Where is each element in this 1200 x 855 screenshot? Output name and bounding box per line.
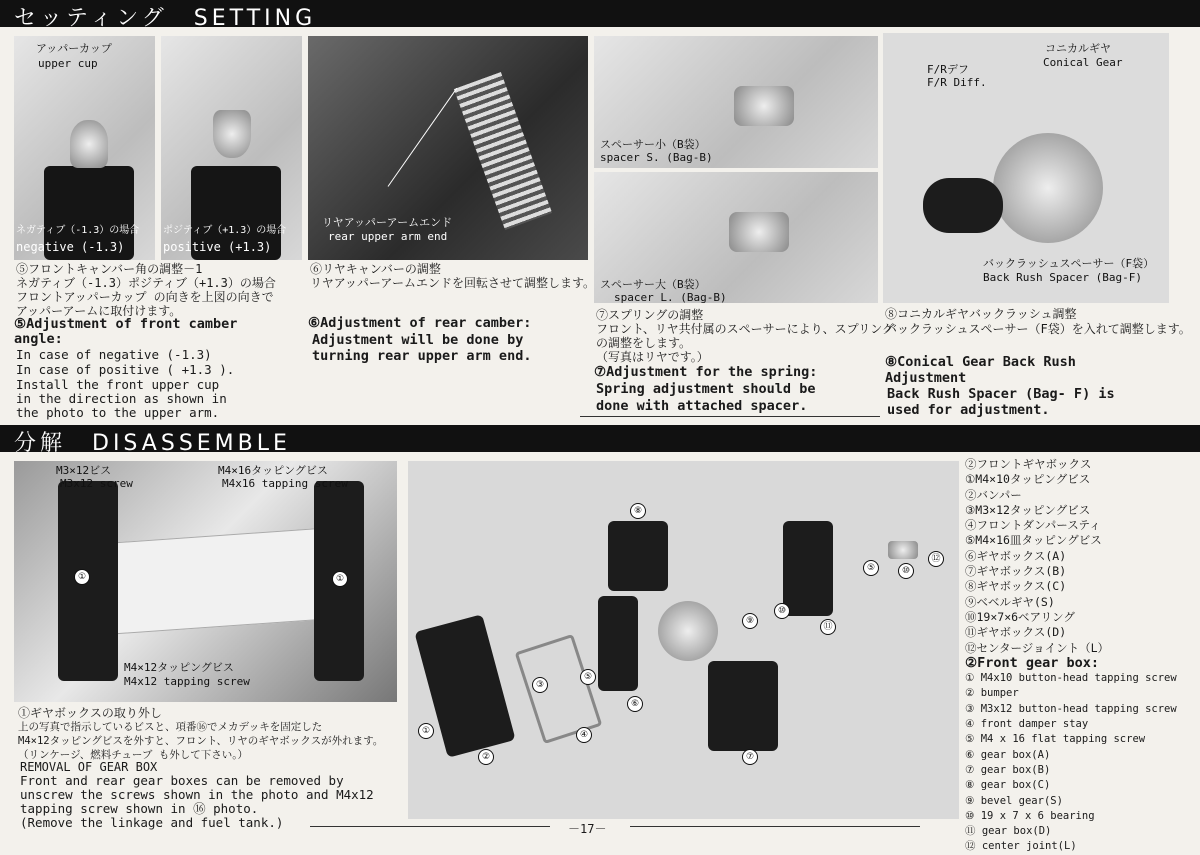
parts-en-4: ④ front damper stay [965,718,1089,731]
sec5-jp-3: フロントアッパーカップ の向きを上図の向きで [16,290,274,304]
rear-upper-arm-label-jp: リヤアッパーアームエンド [322,216,453,229]
spacer-large-label-en: spacer L. (Bag-B) [614,291,727,303]
removal-en-1: Front and rear gear boxes can be removed by [20,773,344,788]
diff-outdrive [923,178,1003,233]
footer-rule-right [630,826,920,827]
parts-jp-9: ⑧ギヤボックス(C) [965,579,1067,594]
parts-en-5: ⑤ M4 x 16 flat tapping screw [965,733,1146,746]
page-number: －17－ [568,822,607,836]
removal-en-3: tapping screw shown in ⑯ photo. [20,801,259,816]
photo-conical-gear [883,33,1169,303]
parts-jp-13: ⑫センタージョイント（L） [965,640,1110,655]
parts-en-3: ③ M3x12 button-head tapping screw [965,702,1177,715]
parts-jp-8: ⑦ギヤボックス(B) [965,564,1067,579]
fr-diff-label-jp: F/Rデフ [927,63,969,76]
part-joint [888,541,918,559]
callout-11: ⑪ [820,619,836,635]
photo-positive-camber [161,36,302,260]
sec6-en-2: Adjustment will be done by [312,332,524,348]
photo-spring-small [594,36,878,168]
damper-spring [454,72,552,230]
photo-negative-camber [14,36,155,260]
callout-5: ⑤ [580,669,596,685]
positive-label-en: positive (+1.3) [163,240,272,254]
callout-4: ④ [576,727,592,743]
m4x12-label-en: M4x12 tapping screw [124,675,250,688]
callout-9: ⑨ [742,613,758,629]
callout-10: ⑩ [774,603,790,619]
sec5-jp-2: ネガティブ（-1.3）ポジティブ（+1.3）の場合 [16,276,276,290]
spring-collar [729,212,789,252]
pointer-line [388,88,458,187]
sec7-jp-3: の調整をします。 [596,336,692,350]
parts-en-2: ② bumper [965,687,1019,700]
sec5-en-1: In case of negative (-1.3) [16,347,212,362]
photo-chassis [14,461,397,702]
setting-header-band [0,0,1200,31]
callout-1: ① [74,569,90,585]
sec6-jp-1: ⑥リヤキャンバーの調整 [310,262,441,276]
spacer-small-label-jp: スペーサー小（B袋） [600,138,706,151]
spacer-large-label-jp: スペーサー大（B袋） [600,278,706,291]
parts-jp-10: ⑨ベベルギヤ(S) [965,594,1055,609]
sec5-en-5: the photo to the upper arm. [16,405,220,420]
upper-cup-label-en: upper cup [38,57,98,70]
part-gearbox-d [783,521,833,616]
parts-en-1: ① M4x10 button-head tapping screw [965,672,1177,685]
callout-3: ③ [532,677,548,693]
conical-label-en: Conical Gear [1043,56,1123,69]
parts-list [965,457,1197,855]
parts-jp-6: ⑤M4×16皿タッピングビス [965,533,1102,548]
callout-7: ⑦ [742,749,758,765]
sec7-en-2: Spring adjustment should be [596,381,816,397]
removal-jp-2: 上の写真で指示しているビスと、項番⑯でメカデッキを固定した [18,721,323,733]
footer-rule-left [310,826,550,827]
positive-label-jp: ポジティブ（+1.3）の場合 [163,225,287,236]
parts-en-8: ⑧ gear box(C) [965,779,1051,792]
removal-jp-1: ①ギヤボックスの取り外し [18,706,162,720]
conical-label-jp: コニカルギヤ [1045,42,1111,55]
part-diff [658,601,718,661]
setting-header: セッティング SETTING [14,6,317,31]
sec8-jp-2: バックラッシュスペーサー（F袋）を入れて調整します。 [885,322,1191,336]
removal-jp-4: （リンケージ、燃料チューブ も外して下さい。） [18,749,248,761]
callout-12: ⑫ [928,551,944,567]
sec7-en-1: ⑦Adjustment for the spring: [594,364,818,380]
removal-jp-3: M4×12タッピングビスを外すと、フロント、リヤのギヤボックスが外れます。 [18,735,384,747]
sec7-en-3: done with attached spacer. [596,398,808,414]
parts-jp-4: ③M3×12タッピングビス [965,502,1091,517]
rear-upper-arm-label-en: rear upper arm end [328,230,448,243]
sec5-en-title-1: ⑤Adjustment of front camber [14,316,238,332]
sec8-jp-1: ⑧コニカルギヤバックラッシュ調整 [885,307,1077,321]
disassemble-header: 分解 DISASSEMBLE [14,431,291,456]
photo-spring-large [594,172,878,303]
sec6-jp-2: リヤアッパーアームエンドを回転させて調整します。 [310,276,596,290]
backrush-label-en: Back Rush Spacer (Bag-F) [983,271,1142,284]
m4x16-label-jp: M4×16タッピングビス [218,464,328,477]
upper-cup-label-jp: アッパーカップ [36,42,112,55]
callout-1-rear: ① [332,571,348,587]
parts-jp-3: ②バンパー [965,487,1022,502]
sec6-en-3: turning rear upper arm end. [312,348,532,364]
parts-en-7: ⑦ gear box(B) [965,763,1051,776]
m3-label-jp: M3×12ビス [56,464,112,477]
backrush-label-jp: バックラッシュスペーサー（F袋） [983,257,1155,270]
disassemble-header-band [0,425,1200,456]
sec6-en-1: ⑥Adjustment of rear camber: [308,315,532,331]
callout-8: ⑧ [630,503,646,519]
callout-1: ① [418,723,434,739]
parts-en-title: ②Front gear box: [965,654,1100,671]
sec7-jp-4: （写真はリヤです。） [596,350,709,364]
photo-rear-camber [308,36,588,260]
parts-jp-11: ⑩19×7×6ベアリング [965,609,1075,624]
parts-en-10: ⑩ 19 x 7 x 6 bearing [965,809,1095,822]
sec5-en-title-2: angle: [14,331,63,347]
parts-jp-2: ①M4×10タッピングビス [965,472,1091,487]
parts-jp-1: ②フロントギヤボックス [965,457,1092,471]
sec5-en-3: Install the front upper cup [16,377,220,392]
negative-label-jp: ネガティブ（-1.3）の場合 [16,225,140,236]
upper-cup-ball [213,110,251,158]
fr-diff-label-en: F/R Diff. [927,76,987,89]
callout-2: ② [478,749,494,765]
removal-en-title: REMOVAL OF GEAR BOX [20,760,158,774]
sec7-jp-1: ⑦スプリングの調整 [596,308,704,322]
spring-collar [734,86,794,126]
removal-en-2: unscrew the screws shown in the photo and M4x12 [20,787,374,802]
m4x12-label-jp: M4×12タッピングビス [124,661,234,674]
part-gearbox-c [608,521,668,591]
removal-en-4: (Remove the linkage and fuel tank.) [20,815,284,830]
sec5-jp-1: ⑤フロントキャンバー角の調整－1 [16,262,203,276]
callout-10b: ⑩ [898,563,914,579]
spacer-small-label-en: spacer S. (Bag-B) [600,151,713,164]
parts-en-12: ⑫ center joint(L) [965,840,1077,853]
callout-6: ⑥ [627,696,643,712]
parts-en-11: ⑪ gear box(D) [965,825,1052,838]
part-gearbox-b [708,661,778,751]
sec8-en-1: ⑧Conical Gear Back Rush [885,354,1076,370]
parts-en-9: ⑨ bevel gear(S) [965,794,1063,807]
m3-label-en: M3x12 screw [60,477,133,490]
parts-jp-5: ④フロントダンパースティ [965,518,1101,533]
photo-exploded-gearbox [408,461,959,819]
callout-5b: ⑤ [863,560,879,576]
sec5-jp-4: アッパーアームに取付けます。 [16,304,182,318]
part-damper-stay [515,634,603,744]
diff-housing [993,133,1103,243]
sec8-en-3: Back Rush Spacer (Bag- F) is [887,386,1115,402]
parts-en-6: ⑥ gear box(A) [965,748,1051,761]
sec8-en-4: used for adjustment. [887,402,1050,418]
negative-label-en: negative (-1.3) [16,240,125,254]
sec5-en-4: in the direction as shown in [16,391,227,406]
m4x16-label-en: M4x16 tapping screw [222,477,348,490]
parts-jp-12: ⑪ギヤボックス(D) [965,625,1067,640]
parts-jp-7: ⑥ギヤボックス(A) [965,548,1067,563]
part-gearbox-a [598,596,638,691]
sec5-en-2: In case of positive ( +1.3 ). [16,362,235,377]
upper-cup-ball [70,120,108,168]
sec8-en-2: Adjustment [885,370,967,386]
sec7-jp-2: フロント、リヤ共付属のスペーサーにより、スプリング [596,322,894,336]
divider-setting [580,416,880,417]
